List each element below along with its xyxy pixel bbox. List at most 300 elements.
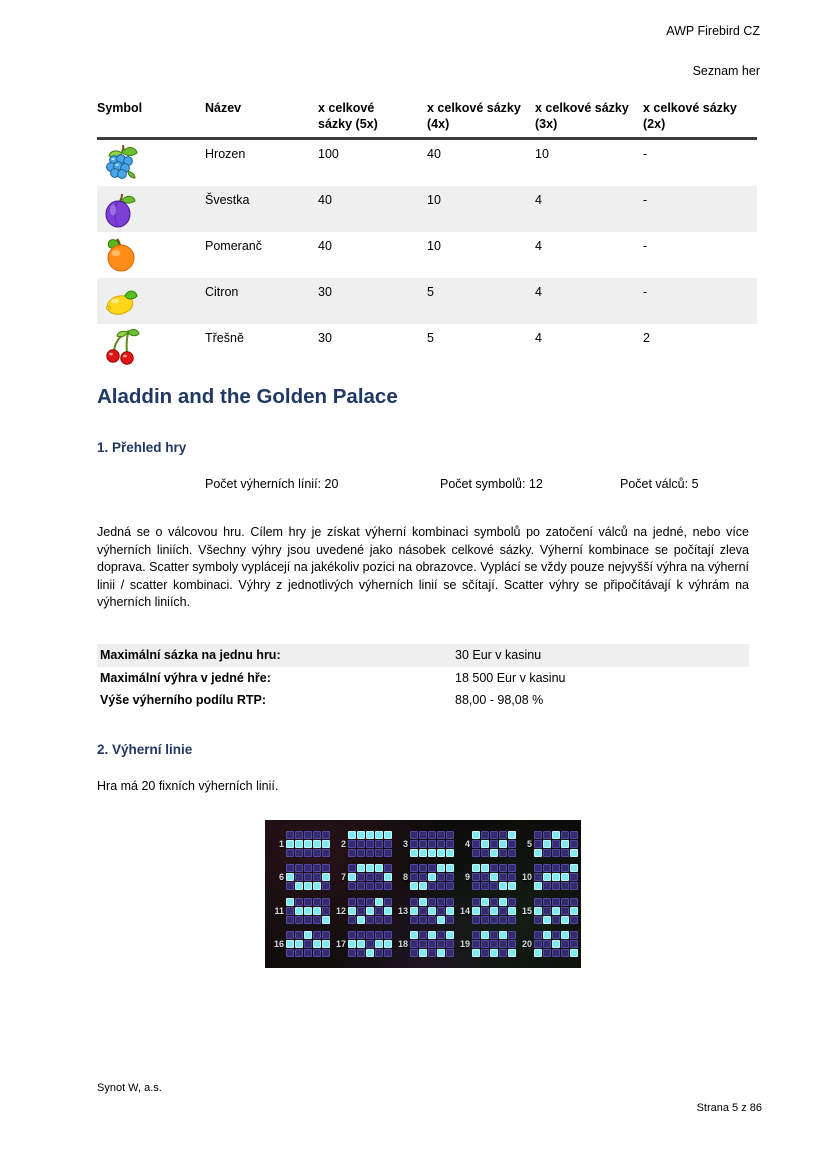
win-line-cell: [552, 849, 560, 857]
win-line: [395, 861, 454, 895]
payout-2x-cell: -: [643, 193, 648, 207]
win-line-cell: [366, 898, 374, 906]
win-line-grid: [286, 864, 330, 890]
footer-page-number: Strana 5 z 86: [696, 1102, 762, 1114]
win-line-cell: [472, 873, 480, 881]
win-line-cell: [508, 931, 516, 939]
win-line-cell: [304, 831, 312, 839]
win-line-cell: [437, 882, 445, 890]
win-line-cell: [313, 831, 321, 839]
win-line-cell: [499, 898, 507, 906]
win-line-cell: [384, 831, 392, 839]
win-line: [271, 894, 330, 928]
win-line-grid: [286, 898, 330, 924]
column-header-line2: (2x): [643, 117, 666, 131]
win-line-cell: [375, 840, 383, 848]
win-line-cell: [384, 840, 392, 848]
win-line-cell: [570, 873, 578, 881]
win-line-cell: [508, 940, 516, 948]
win-line-cell: [481, 898, 489, 906]
win-line-cell: [534, 931, 542, 939]
win-line-cell: [419, 916, 427, 924]
win-line-cell: [286, 882, 294, 890]
limit-row: [97, 667, 749, 690]
win-line-cell: [428, 931, 436, 939]
win-lines-figure: [265, 820, 581, 968]
win-line-number: 11: [274, 905, 284, 916]
win-line-cell: [490, 931, 498, 939]
win-line-number: 12: [335, 905, 346, 916]
win-line-cell: [286, 949, 294, 957]
table-row: [97, 278, 757, 324]
column-header-line2: sázky (5x): [318, 117, 378, 131]
column-header-line1: Název: [205, 101, 242, 115]
column-header-line1: x celkové sázky: [643, 101, 737, 115]
win-line-cell: [357, 931, 365, 939]
game-description: Jedná se o válcovou hru. Cílem hry je získat výherní kombinaci symbolů po zatočení válců na jedné, nebo více výherních liniích. Všechny výhry jsou uvedené jako násobek celkové sázky. Výherní kombinace se počítají zleva doprava. Scatter symboly vyplácejí na jakékoliv pozici na obrazovce. Vyplácí se vždy pouze nejvyšší výhra na výherní linii / scatter kombinaci. Výhry z jednotlivých výherních linií se sčítají. Scatter výhry se připočítávají k výhrám na výherních liniích.: [97, 525, 749, 610]
win-line-cell: [313, 940, 321, 948]
win-line-number: 17: [335, 939, 346, 950]
symbol-name-cell: Švestka: [205, 193, 250, 207]
win-line: [457, 827, 516, 861]
limit-value: 88,00 - 98,08 %: [455, 693, 544, 708]
win-line-cell: [543, 916, 551, 924]
payout-5x-cell: 30: [318, 331, 332, 345]
win-line-cell: [419, 849, 427, 857]
win-line-cell: [534, 873, 542, 881]
win-line-cell: [446, 831, 454, 839]
payout-4x-cell: 5: [427, 285, 434, 299]
win-line-cell: [570, 916, 578, 924]
win-line-cell: [561, 949, 569, 957]
win-line-cell: [472, 831, 480, 839]
win-line-cell: [419, 864, 427, 872]
win-line-cell: [472, 840, 480, 848]
win-line-cell: [322, 873, 330, 881]
column-header-line1: x celkové: [318, 101, 375, 115]
win-line-cell: [561, 831, 569, 839]
win-line: [519, 894, 578, 928]
win-line-cell: [375, 849, 383, 857]
win-line-cell: [552, 831, 560, 839]
win-line-cell: [490, 916, 498, 924]
win-line-cell: [446, 907, 454, 915]
win-line-cell: [410, 916, 418, 924]
win-line-number: 8: [402, 872, 408, 883]
win-line-cell: [304, 864, 312, 872]
win-line-cell: [410, 831, 418, 839]
win-line-cell: [472, 864, 480, 872]
win-line-cell: [437, 949, 445, 957]
win-line-cell: [295, 864, 303, 872]
win-line-cell: [428, 840, 436, 848]
win-line-cell: [481, 873, 489, 881]
win-line-cell: [508, 898, 516, 906]
win-line-cell: [295, 831, 303, 839]
win-line-grid: [410, 898, 454, 924]
win-line-cell: [534, 898, 542, 906]
win-line-cell: [410, 864, 418, 872]
column-header: [205, 100, 318, 132]
win-line-number: 10: [521, 872, 532, 883]
win-line-cell: [366, 940, 374, 948]
win-line-cell: [508, 840, 516, 848]
win-line-cell: [348, 949, 356, 957]
win-line-cell: [419, 873, 427, 881]
payout-4x-cell: 10: [427, 193, 441, 207]
win-line-grid: [410, 931, 454, 957]
column-header: [427, 100, 535, 132]
limit-row: [97, 644, 749, 667]
win-line-cell: [286, 940, 294, 948]
win-line-cell: [295, 916, 303, 924]
win-line: [519, 928, 578, 962]
win-line-number: 15: [521, 905, 532, 916]
cherries-icon: [97, 324, 205, 370]
win-line-cell: [322, 882, 330, 890]
limit-value: 18 500 Eur v kasinu: [455, 670, 566, 685]
win-line-cell: [446, 898, 454, 906]
win-line-cell: [543, 931, 551, 939]
win-line-cell: [534, 864, 542, 872]
win-line-cell: [499, 873, 507, 881]
win-line-cell: [472, 898, 480, 906]
win-line-cell: [366, 840, 374, 848]
win-line-cell: [384, 907, 392, 915]
win-line-grid: [348, 898, 392, 924]
section-heading-winlines: 2. Výherní linie: [97, 742, 193, 757]
win-line-cell: [348, 864, 356, 872]
win-line-cell: [490, 849, 498, 857]
win-line-cell: [481, 864, 489, 872]
column-header-line2: (4x): [427, 117, 450, 131]
win-line-cell: [295, 949, 303, 957]
win-line-cell: [552, 907, 560, 915]
win-line-cell: [534, 840, 542, 848]
win-line-cell: [419, 940, 427, 948]
win-line-cell: [313, 949, 321, 957]
payout-3x-cell: 10: [535, 147, 549, 161]
win-line-cell: [384, 931, 392, 939]
win-line: [271, 827, 330, 861]
win-line-cell: [446, 882, 454, 890]
win-line-cell: [304, 940, 312, 948]
win-line-cell: [348, 916, 356, 924]
win-line-cell: [366, 931, 374, 939]
win-line-cell: [481, 849, 489, 857]
win-line-cell: [481, 940, 489, 948]
win-line-cell: [366, 831, 374, 839]
win-line-number: 18: [397, 939, 408, 950]
win-line-cell: [437, 898, 445, 906]
win-line-cell: [561, 940, 569, 948]
stat-win-lines: Počet výherních línií: 20: [205, 477, 339, 491]
win-line-cell: [313, 840, 321, 848]
win-line-cell: [419, 907, 427, 915]
win-line-cell: [410, 931, 418, 939]
win-line-number: 14: [459, 905, 470, 916]
win-line-cell: [570, 907, 578, 915]
win-line-cell: [384, 864, 392, 872]
limit-label: Výše výherního podílu RTP:: [100, 693, 266, 708]
win-line-cell: [357, 949, 365, 957]
win-line-cell: [286, 840, 294, 848]
win-line-cell: [366, 849, 374, 857]
win-line-cell: [446, 949, 454, 957]
win-line-cell: [295, 907, 303, 915]
win-line-cell: [357, 849, 365, 857]
win-line-number: 9: [464, 872, 470, 883]
doc-header-title: AWP Firebird CZ: [666, 24, 760, 38]
win-line-cell: [499, 882, 507, 890]
win-line-cell: [366, 907, 374, 915]
symbol-table-body: [97, 140, 757, 370]
win-line-cell: [410, 840, 418, 848]
payout-4x-cell: 10: [427, 239, 441, 253]
win-line-cell: [375, 907, 383, 915]
win-line-cell: [357, 831, 365, 839]
win-line-cell: [446, 840, 454, 848]
win-line-cell: [313, 931, 321, 939]
win-line-cell: [384, 873, 392, 881]
win-line-cell: [375, 831, 383, 839]
win-line-cell: [481, 931, 489, 939]
win-line-number: 3: [402, 838, 408, 849]
win-line-cell: [295, 840, 303, 848]
win-line-cell: [428, 882, 436, 890]
win-line-cell: [437, 873, 445, 881]
win-line-cell: [534, 882, 542, 890]
win-line-cell: [384, 940, 392, 948]
payout-2x-cell: -: [643, 285, 648, 299]
win-line-cell: [375, 949, 383, 957]
win-line-grid: [472, 898, 516, 924]
win-line-number: 5: [526, 838, 532, 849]
win-line-cell: [313, 882, 321, 890]
win-line-grid: [472, 831, 516, 857]
win-line-cell: [357, 940, 365, 948]
win-line-cell: [499, 931, 507, 939]
symbol-name-cell: Třešně: [205, 331, 244, 345]
win-line-cell: [490, 831, 498, 839]
limit-label: Maximální sázka na jednu hru:: [100, 648, 281, 663]
win-line-cell: [348, 873, 356, 881]
win-line-cell: [322, 931, 330, 939]
column-header: [535, 100, 643, 132]
win-line-cell: [472, 882, 480, 890]
win-line-cell: [472, 949, 480, 957]
win-line-grid: [534, 864, 578, 890]
win-line-cell: [313, 873, 321, 881]
win-line-cell: [366, 949, 374, 957]
win-line-cell: [419, 882, 427, 890]
payout-5x-cell: 30: [318, 285, 332, 299]
win-line-cell: [410, 882, 418, 890]
win-line-cell: [437, 840, 445, 848]
win-line-cell: [570, 882, 578, 890]
limits-table: [97, 644, 749, 712]
win-line-cell: [543, 840, 551, 848]
win-line-cell: [304, 931, 312, 939]
win-line-cell: [295, 849, 303, 857]
win-line-cell: [428, 916, 436, 924]
symbol-payout-table: [97, 100, 757, 370]
win-line-cell: [437, 916, 445, 924]
payout-2x-cell: -: [643, 239, 648, 253]
win-line-cell: [508, 949, 516, 957]
win-line-cell: [322, 831, 330, 839]
win-line-cell: [384, 898, 392, 906]
win-line-cell: [348, 898, 356, 906]
win-line-cell: [313, 907, 321, 915]
win-line-number: 1: [278, 838, 284, 849]
win-line-cell: [534, 907, 542, 915]
fixed-lines-text: Hra má 20 fixních výherních linií.: [97, 779, 279, 793]
win-line-cell: [446, 849, 454, 857]
win-line-cell: [348, 882, 356, 890]
payout-5x-cell: 100: [318, 147, 339, 161]
win-line-cell: [348, 931, 356, 939]
win-line-cell: [499, 907, 507, 915]
payout-3x-cell: 4: [535, 331, 542, 345]
win-line-cell: [481, 916, 489, 924]
win-line-cell: [410, 849, 418, 857]
win-line-cell: [508, 849, 516, 857]
payout-3x-cell: 4: [535, 193, 542, 207]
win-line-cell: [481, 882, 489, 890]
win-line-cell: [375, 873, 383, 881]
payout-5x-cell: 40: [318, 193, 332, 207]
win-line-cell: [366, 882, 374, 890]
win-line-cell: [534, 949, 542, 957]
win-line-cell: [499, 849, 507, 857]
win-line-cell: [304, 882, 312, 890]
win-line-number: 4: [464, 838, 470, 849]
win-line-cell: [490, 898, 498, 906]
win-line-cell: [357, 916, 365, 924]
win-line-cell: [490, 882, 498, 890]
win-line-cell: [534, 940, 542, 948]
win-line-cell: [357, 907, 365, 915]
win-line-cell: [552, 873, 560, 881]
win-line-cell: [552, 949, 560, 957]
win-line-cell: [437, 849, 445, 857]
column-header: [643, 100, 757, 132]
win-line-number: 20: [521, 939, 532, 950]
win-line-grid: [348, 831, 392, 857]
win-line-number: 19: [459, 939, 470, 950]
column-header: [318, 100, 427, 132]
win-line-cell: [437, 831, 445, 839]
win-line-cell: [428, 849, 436, 857]
win-line-number: 7: [340, 872, 346, 883]
column-header-line1: x celkové sázky: [535, 101, 629, 115]
win-line-cell: [481, 907, 489, 915]
win-line-cell: [570, 864, 578, 872]
payout-4x-cell: 5: [427, 331, 434, 345]
win-line-cell: [428, 831, 436, 839]
stat-symbols: Počet symbolů: 12: [440, 477, 543, 491]
win-line-cell: [543, 873, 551, 881]
win-line-cell: [322, 907, 330, 915]
win-line-cell: [446, 864, 454, 872]
win-line-cell: [446, 916, 454, 924]
win-line-cell: [552, 931, 560, 939]
win-line-cell: [570, 949, 578, 957]
symbol-name-cell: Pomeranč: [205, 239, 262, 253]
win-line-cell: [304, 849, 312, 857]
win-line-cell: [561, 864, 569, 872]
win-line: [457, 861, 516, 895]
win-line-cell: [534, 831, 542, 839]
win-line-cell: [446, 940, 454, 948]
win-line-cell: [570, 940, 578, 948]
win-line-cell: [322, 949, 330, 957]
win-line-cell: [481, 949, 489, 957]
win-line-cell: [304, 949, 312, 957]
win-line-cell: [348, 907, 356, 915]
win-line-cell: [552, 898, 560, 906]
win-line-cell: [384, 916, 392, 924]
win-line-cell: [286, 898, 294, 906]
symbol-name-cell: Citron: [205, 285, 239, 299]
win-line-cell: [534, 916, 542, 924]
win-line-cell: [375, 864, 383, 872]
win-line-cell: [472, 916, 480, 924]
win-line: [395, 894, 454, 928]
win-line-cell: [543, 831, 551, 839]
win-line-cell: [543, 940, 551, 948]
column-header-line2: (3x): [535, 117, 558, 131]
payout-3x-cell: 4: [535, 239, 542, 253]
win-line-grid: [410, 864, 454, 890]
win-line: [271, 928, 330, 962]
win-line-cell: [561, 840, 569, 848]
column-header-line1: Symbol: [97, 101, 143, 115]
win-line-cell: [322, 864, 330, 872]
win-line-cell: [508, 916, 516, 924]
win-line-cell: [481, 831, 489, 839]
win-line-cell: [357, 840, 365, 848]
column-header: [97, 100, 205, 132]
win-line-cell: [543, 849, 551, 857]
win-line-cell: [561, 907, 569, 915]
win-line-grid: [534, 898, 578, 924]
win-line: [519, 827, 578, 861]
section-heading-overview: 1. Přehled hry: [97, 440, 187, 455]
win-line-cell: [437, 940, 445, 948]
win-line-cell: [295, 940, 303, 948]
win-line-cell: [419, 931, 427, 939]
win-line-cell: [570, 931, 578, 939]
table-row: [97, 324, 757, 370]
payout-5x-cell: 40: [318, 239, 332, 253]
win-line-cell: [410, 940, 418, 948]
win-line-cell: [499, 949, 507, 957]
win-line-cell: [490, 840, 498, 848]
win-line-cell: [561, 849, 569, 857]
win-line-cell: [543, 898, 551, 906]
win-line-cell: [419, 898, 427, 906]
win-line-grid: [286, 831, 330, 857]
win-line-cell: [295, 931, 303, 939]
win-line-number: 16: [273, 939, 284, 950]
win-line-grid: [286, 931, 330, 957]
win-line-cell: [508, 907, 516, 915]
win-line-cell: [375, 882, 383, 890]
document-header: [666, 24, 760, 79]
win-line-cell: [437, 864, 445, 872]
